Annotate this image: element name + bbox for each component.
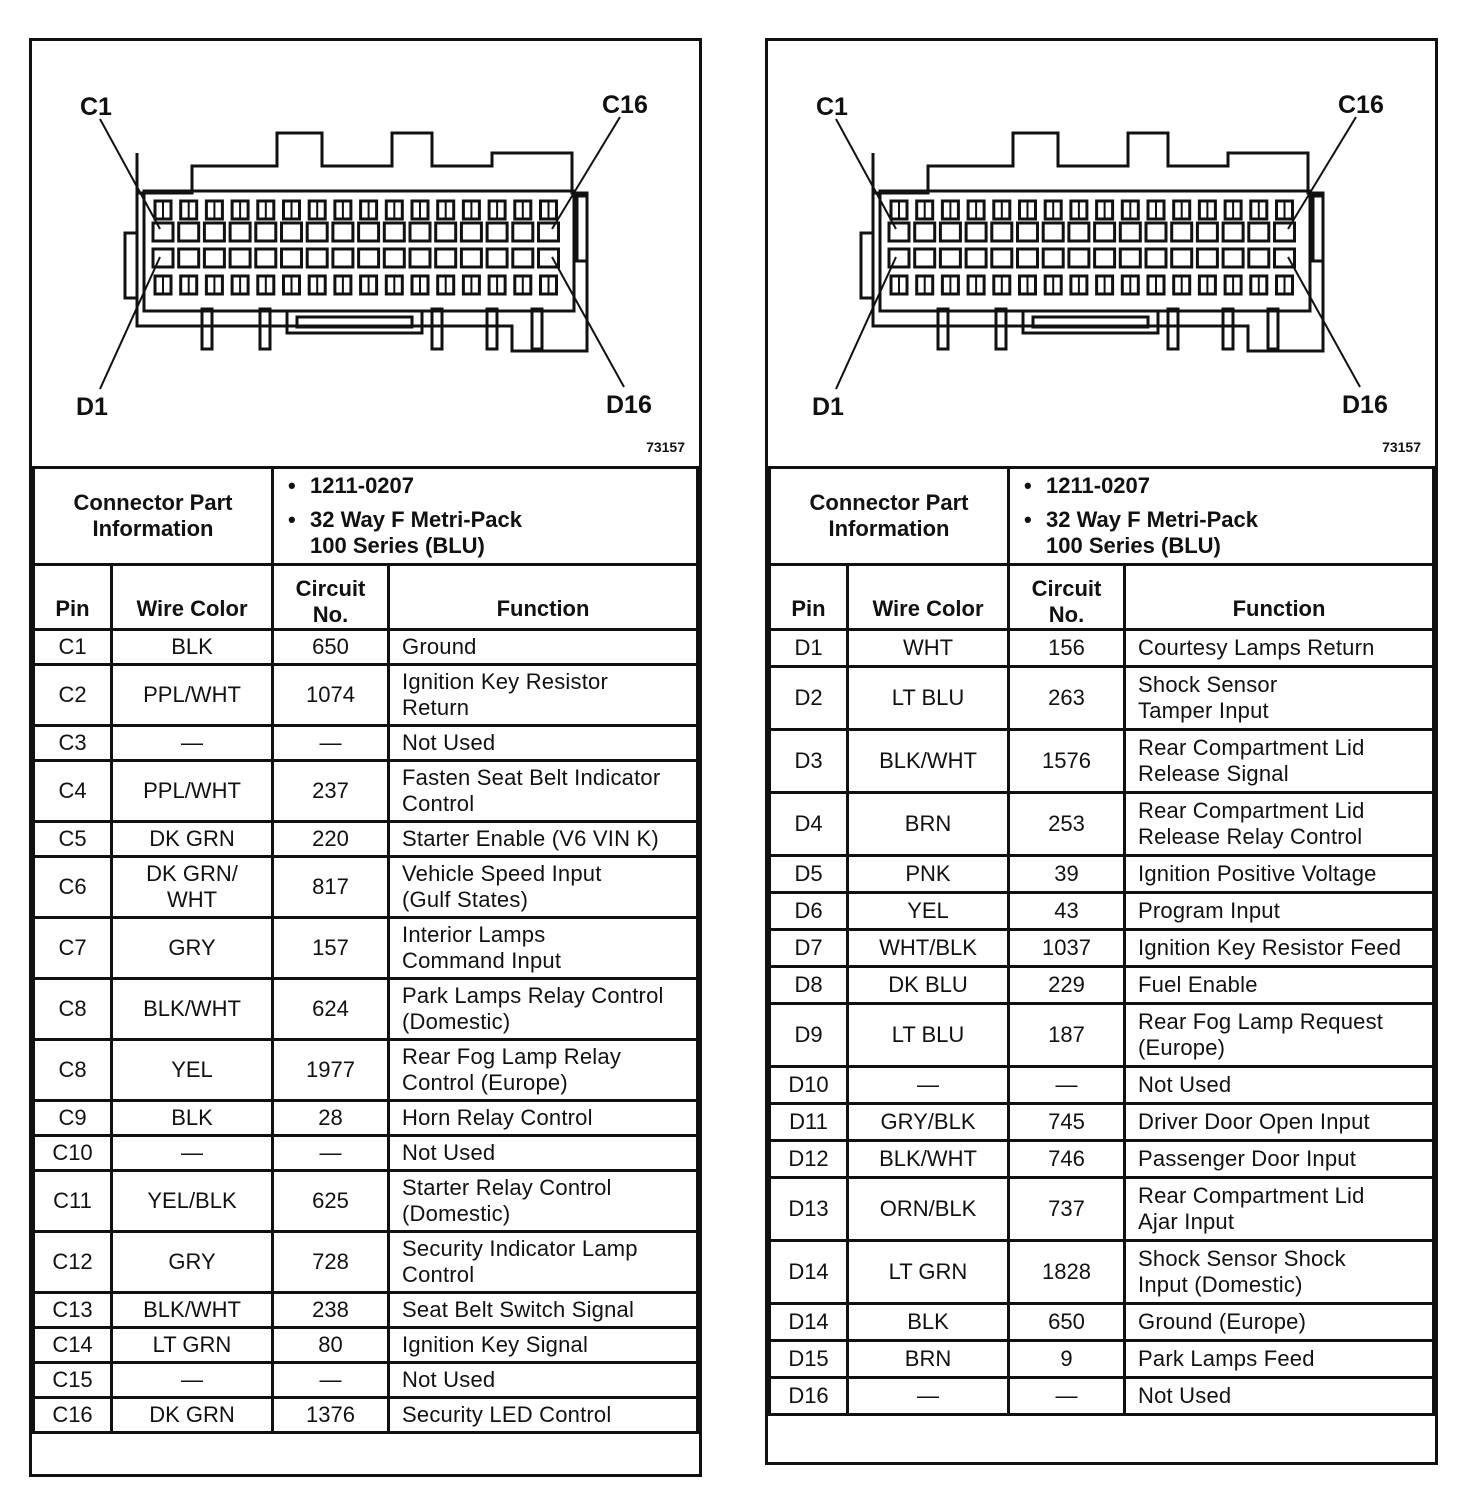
circuit-cell: 728 xyxy=(273,1232,389,1293)
function-cell: Shock Sensor Tamper Input xyxy=(1125,667,1434,730)
wire-color-cell: GRY xyxy=(112,918,273,979)
pin-cell: C14 xyxy=(34,1328,112,1363)
function-cell: Rear Fog Lamp Request (Europe) xyxy=(1125,1004,1434,1067)
pin-cell: D16 xyxy=(770,1378,848,1415)
table-row xyxy=(770,1304,1434,1341)
connector-info-row xyxy=(34,468,698,565)
wire-color-cell: YEL/BLK xyxy=(112,1171,273,1232)
pin-cell: C11 xyxy=(34,1171,112,1232)
table-row xyxy=(34,1101,698,1136)
pin-cell: C15 xyxy=(34,1363,112,1398)
wire-color-cell: BLK xyxy=(112,1101,273,1136)
pin-cell: C8 xyxy=(34,979,112,1040)
part-number: • 1211-0207 xyxy=(310,473,696,499)
table-row xyxy=(34,822,698,857)
function-cell: Rear Compartment Lid Ajar Input xyxy=(1125,1178,1434,1241)
table-row xyxy=(770,1104,1434,1141)
function-cell: Not Used xyxy=(1125,1378,1434,1415)
pin-cell: D8 xyxy=(770,967,848,1004)
label-c16: C16 xyxy=(602,91,648,119)
table-row xyxy=(770,1241,1434,1304)
pin-cell: C1 xyxy=(34,630,112,665)
label-d1: D1 xyxy=(76,393,108,421)
circuit-cell: 746 xyxy=(1009,1141,1125,1178)
table-row xyxy=(34,1171,698,1232)
connector-face-drawing xyxy=(32,41,699,466)
table-row xyxy=(34,1398,698,1433)
table-row xyxy=(34,1328,698,1363)
circuit-cell: 156 xyxy=(1009,630,1125,667)
wire-color-cell: PPL/WHT xyxy=(112,761,273,822)
header-wire-color: Wire Color xyxy=(112,565,273,630)
header-function: Function xyxy=(389,565,698,630)
table-row xyxy=(770,1067,1434,1104)
circuit-cell: 80 xyxy=(273,1328,389,1363)
circuit-cell: 237 xyxy=(273,761,389,822)
label-c16: C16 xyxy=(1338,91,1384,119)
table-row xyxy=(770,1141,1434,1178)
table-row xyxy=(34,918,698,979)
table-row xyxy=(34,1040,698,1101)
wire-color-cell: LT GRN xyxy=(112,1328,273,1363)
table-row xyxy=(770,893,1434,930)
pin-cell: D10 xyxy=(770,1067,848,1104)
table-row xyxy=(34,1136,698,1171)
wire-color-cell: ORN/BLK xyxy=(848,1178,1009,1241)
header-wire-color: Wire Color xyxy=(848,565,1009,630)
function-cell: Interior Lamps Command Input xyxy=(389,918,698,979)
circuit-cell: 229 xyxy=(1009,967,1125,1004)
pin-cell: D13 xyxy=(770,1178,848,1241)
circuit-cell: 238 xyxy=(273,1293,389,1328)
pin-cell: D9 xyxy=(770,1004,848,1067)
wire-color-cell: — xyxy=(112,1363,273,1398)
function-cell: Ignition Key Resistor Feed xyxy=(1125,930,1434,967)
pin-cell: D5 xyxy=(770,856,848,893)
table-row xyxy=(770,1341,1434,1378)
circuit-cell: — xyxy=(1009,1067,1125,1104)
function-cell: Ignition Key Signal xyxy=(389,1328,698,1363)
circuit-cell: 1074 xyxy=(273,665,389,726)
wire-color-cell: DK GRN/ WHT xyxy=(112,857,273,918)
table-header-row xyxy=(34,565,698,630)
header-pin: Pin xyxy=(770,565,848,630)
function-cell: Vehicle Speed Input (Gulf States) xyxy=(389,857,698,918)
table-row xyxy=(770,967,1434,1004)
function-cell: Ground (Europe) xyxy=(1125,1304,1434,1341)
label-d16: D16 xyxy=(1342,391,1388,419)
circuit-cell: 253 xyxy=(1009,793,1125,856)
circuit-cell: 745 xyxy=(1009,1104,1125,1141)
wire-color-cell: BLK/WHT xyxy=(112,979,273,1040)
connector-series: 100 Series (BLU) xyxy=(1046,533,1221,558)
pin-cell: D7 xyxy=(770,930,848,967)
function-cell: Ignition Positive Voltage xyxy=(1125,856,1434,893)
function-cell: Courtesy Lamps Return xyxy=(1125,630,1434,667)
header-circuit-no: Circuit No. xyxy=(273,565,389,630)
pin-cell: D1 xyxy=(770,630,848,667)
circuit-cell: — xyxy=(273,1363,389,1398)
wire-color-cell: PPL/WHT xyxy=(112,665,273,726)
pin-cell: D4 xyxy=(770,793,848,856)
table-row xyxy=(770,1004,1434,1067)
pin-cell: C16 xyxy=(34,1398,112,1433)
wire-color-cell: — xyxy=(848,1378,1009,1415)
circuit-cell: 28 xyxy=(273,1101,389,1136)
pin-cell: D2 xyxy=(770,667,848,730)
wire-color-cell: BRN xyxy=(848,793,1009,856)
table-row xyxy=(34,979,698,1040)
function-cell: Passenger Door Input xyxy=(1125,1141,1434,1178)
circuit-cell: 1977 xyxy=(273,1040,389,1101)
function-cell: Horn Relay Control xyxy=(389,1101,698,1136)
connector-panel-left xyxy=(29,38,702,1477)
wire-color-cell: BLK/WHT xyxy=(848,730,1009,793)
wire-color-cell: LT BLU xyxy=(848,667,1009,730)
function-cell: Not Used xyxy=(1125,1067,1434,1104)
circuit-cell: — xyxy=(273,1136,389,1171)
wire-color-cell: PNK xyxy=(848,856,1009,893)
header-circuit-no: Circuit No. xyxy=(1009,565,1125,630)
wire-color-cell: GRY/BLK xyxy=(848,1104,1009,1141)
connector-info-title: Connector Part Information xyxy=(770,468,1009,565)
label-d16: D16 xyxy=(606,391,652,419)
circuit-cell: 263 xyxy=(1009,667,1125,730)
figure-ref-number: 73157 xyxy=(1382,439,1421,455)
header-function: Function xyxy=(1125,565,1434,630)
function-cell: Security Indicator Lamp Control xyxy=(389,1232,698,1293)
pin-cell: C9 xyxy=(34,1101,112,1136)
circuit-cell: 624 xyxy=(273,979,389,1040)
wire-color-cell: — xyxy=(112,726,273,761)
function-cell: Rear Compartment Lid Release Relay Control xyxy=(1125,793,1434,856)
pinout-table xyxy=(768,466,1435,1416)
connector-diagram xyxy=(32,41,699,466)
connector-info-details xyxy=(273,468,698,565)
pin-cell: D15 xyxy=(770,1341,848,1378)
function-cell: Fasten Seat Belt Indicator Control xyxy=(389,761,698,822)
label-c1: C1 xyxy=(80,93,112,121)
circuit-cell: 737 xyxy=(1009,1178,1125,1241)
wire-color-cell: BLK/WHT xyxy=(848,1141,1009,1178)
function-cell: Not Used xyxy=(389,1136,698,1171)
function-cell: Seat Belt Switch Signal xyxy=(389,1293,698,1328)
wire-color-cell: YEL xyxy=(112,1040,273,1101)
function-cell: Park Lamps Feed xyxy=(1125,1341,1434,1378)
circuit-cell: 43 xyxy=(1009,893,1125,930)
connector-info-title: Connector Part Information xyxy=(34,468,273,565)
wire-color-cell: — xyxy=(848,1067,1009,1104)
circuit-cell: 157 xyxy=(273,918,389,979)
function-cell: Driver Door Open Input xyxy=(1125,1104,1434,1141)
table-row xyxy=(770,630,1434,667)
function-cell: Starter Relay Control (Domestic) xyxy=(389,1171,698,1232)
table-row xyxy=(770,930,1434,967)
function-cell: Not Used xyxy=(389,726,698,761)
function-cell: Shock Sensor Shock Input (Domestic) xyxy=(1125,1241,1434,1304)
circuit-cell: 187 xyxy=(1009,1004,1125,1067)
circuit-cell: — xyxy=(273,726,389,761)
circuit-cell: 650 xyxy=(1009,1304,1125,1341)
connector-type: • 32 Way F Metri-Pack xyxy=(310,507,696,533)
table-row xyxy=(34,1232,698,1293)
wire-color-cell: LT GRN xyxy=(848,1241,1009,1304)
circuit-cell: 817 xyxy=(273,857,389,918)
function-cell: Starter Enable (V6 VIN K) xyxy=(389,822,698,857)
pin-cell: C13 xyxy=(34,1293,112,1328)
pin-cell: D12 xyxy=(770,1141,848,1178)
pinout-table xyxy=(32,466,699,1434)
pin-cell: C4 xyxy=(34,761,112,822)
function-cell: Ignition Key Resistor Return xyxy=(389,665,698,726)
table-row xyxy=(34,1293,698,1328)
function-cell: Fuel Enable xyxy=(1125,967,1434,1004)
pin-cell: C12 xyxy=(34,1232,112,1293)
pin-cell: C2 xyxy=(34,665,112,726)
table-row xyxy=(34,726,698,761)
circuit-cell: 39 xyxy=(1009,856,1125,893)
pin-cell: C7 xyxy=(34,918,112,979)
connector-type: • 32 Way F Metri-Pack xyxy=(1046,507,1432,533)
table-row xyxy=(770,667,1434,730)
label-d1: D1 xyxy=(812,393,844,421)
wire-color-cell: DK GRN xyxy=(112,1398,273,1433)
table-row xyxy=(34,857,698,918)
table-row xyxy=(770,1178,1434,1241)
wire-color-cell: WHT xyxy=(848,630,1009,667)
circuit-cell: 625 xyxy=(273,1171,389,1232)
table-row xyxy=(34,630,698,665)
pin-cell: D14 xyxy=(770,1304,848,1341)
connector-panel-right xyxy=(765,38,1438,1465)
circuit-cell: 1828 xyxy=(1009,1241,1125,1304)
header-pin: Pin xyxy=(34,565,112,630)
part-number: • 1211-0207 xyxy=(1046,473,1432,499)
wire-color-cell: WHT/BLK xyxy=(848,930,1009,967)
wire-color-cell: — xyxy=(112,1136,273,1171)
connector-face-drawing xyxy=(768,41,1435,466)
circuit-cell: 1576 xyxy=(1009,730,1125,793)
wire-color-cell: BLK xyxy=(112,630,273,665)
figure-ref-number: 73157 xyxy=(646,439,685,455)
pin-cell: C6 xyxy=(34,857,112,918)
function-cell: Not Used xyxy=(389,1363,698,1398)
label-c1: C1 xyxy=(816,93,848,121)
circuit-cell: 9 xyxy=(1009,1341,1125,1378)
circuit-cell: — xyxy=(1009,1378,1125,1415)
table-row xyxy=(34,665,698,726)
function-cell: Rear Compartment Lid Release Signal xyxy=(1125,730,1434,793)
circuit-cell: 650 xyxy=(273,630,389,665)
connector-info-row xyxy=(770,468,1434,565)
function-cell: Park Lamps Relay Control (Domestic) xyxy=(389,979,698,1040)
table-row xyxy=(770,856,1434,893)
pin-cell: D3 xyxy=(770,730,848,793)
function-cell: Security LED Control xyxy=(389,1398,698,1433)
table-header-row xyxy=(770,565,1434,630)
wire-color-cell: GRY xyxy=(112,1232,273,1293)
function-cell: Rear Fog Lamp Relay Control (Europe) xyxy=(389,1040,698,1101)
wire-color-cell: DK BLU xyxy=(848,967,1009,1004)
pin-cell: C10 xyxy=(34,1136,112,1171)
connector-series: 100 Series (BLU) xyxy=(310,533,485,558)
connector-info-details xyxy=(1009,468,1434,565)
pin-cell: C8 xyxy=(34,1040,112,1101)
function-cell: Ground xyxy=(389,630,698,665)
connector-diagram xyxy=(768,41,1435,466)
pin-cell: C3 xyxy=(34,726,112,761)
table-row xyxy=(770,730,1434,793)
pin-cell: D11 xyxy=(770,1104,848,1141)
table-row xyxy=(34,1363,698,1398)
circuit-cell: 1037 xyxy=(1009,930,1125,967)
table-row xyxy=(34,761,698,822)
wire-color-cell: BRN xyxy=(848,1341,1009,1378)
wire-color-cell: BLK/WHT xyxy=(112,1293,273,1328)
function-cell: Program Input xyxy=(1125,893,1434,930)
pin-cell: C5 xyxy=(34,822,112,857)
table-row xyxy=(770,793,1434,856)
wire-color-cell: BLK xyxy=(848,1304,1009,1341)
table-row xyxy=(770,1378,1434,1415)
pin-cell: D6 xyxy=(770,893,848,930)
pin-cell: D14 xyxy=(770,1241,848,1304)
circuit-cell: 1376 xyxy=(273,1398,389,1433)
wire-color-cell: LT BLU xyxy=(848,1004,1009,1067)
circuit-cell: 220 xyxy=(273,822,389,857)
wire-color-cell: DK GRN xyxy=(112,822,273,857)
wire-color-cell: YEL xyxy=(848,893,1009,930)
